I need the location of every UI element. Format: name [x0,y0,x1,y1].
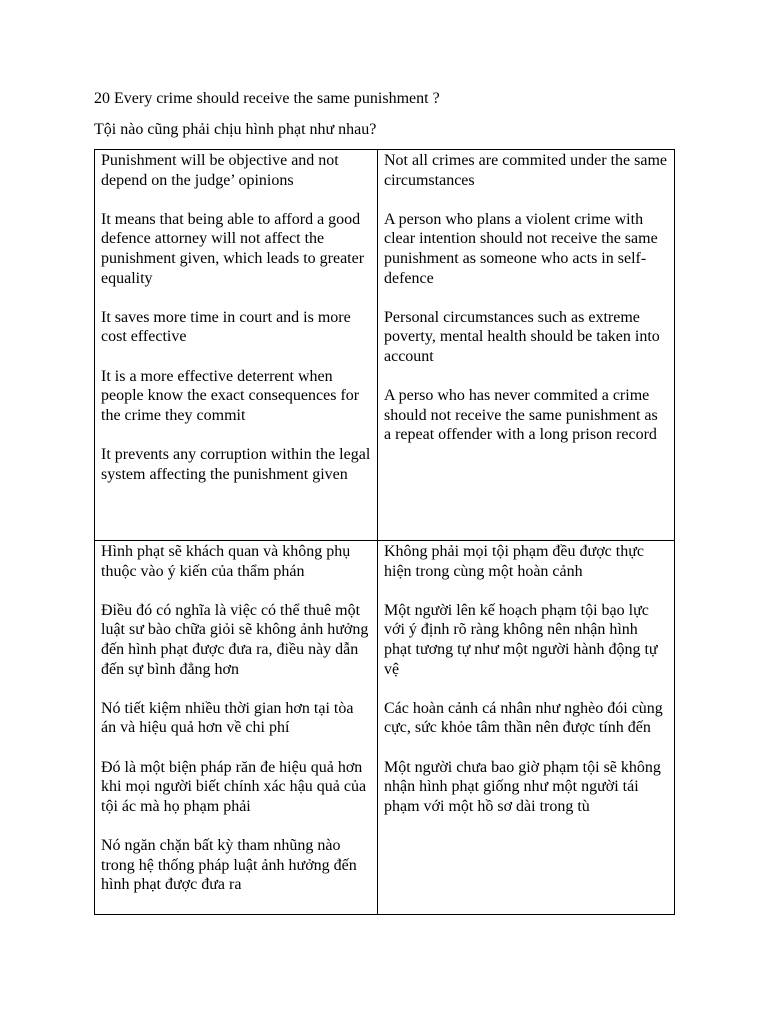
argument-for-vi-4: Đó là một biện pháp răn đe hiệu quả hơn khi mọi người biết chính xác hậu quả của tội ác mà họ phạm phải [101,758,367,815]
argument-against-en-1: Not all crimes are commited under the same circumstances [384,152,668,189]
argument-against-en-3: Personal circumstances such as extreme poverty, mental health should be taken into account [384,308,660,365]
arguments-table [94,149,675,915]
cell-against-english [378,150,675,541]
cell-against-vietnamese [378,541,675,915]
cell-for-english [95,150,378,541]
question-heading-english: 20 Every crime should receive the same punishment ? [94,90,440,107]
table-row-english [95,150,675,541]
argument-against-en-4: A perso who has never commited a crime should not receive the same punishment as a repeat offender with a long prison record [384,387,658,444]
question-heading-vietnamese: Tội nào cũng phải chịu hình phạt như nhau? [94,121,377,138]
argument-against-vi-4: Một người chưa bao giờ phạm tội sẽ không nhận hình phạt giống như một người tái phạm với một hồ sơ dài trong tù [384,758,661,815]
argument-for-vi-2: Điều đó có nghĩa là việc có thể thuê một luật sư bào chữa giỏi sẽ không ảnh hưởng đến hình phạt được đưa ra, điều này dẫn đến sự bình đẳng hơn [101,601,369,678]
argument-for-en-1: Punishment will be objective and not depend on the judge’ opinions [101,152,339,189]
argument-for-en-2: It means that being able to afford a good defence attorney will not affect the punishment given, which leads to greater equality [101,210,365,287]
argument-for-en-3: It saves more time in court and is more cost effective [101,308,351,346]
argument-against-vi-3: Các hoàn cảnh cá nhân như nghèo đói cùng cực, sức khỏe tâm thần nên được tính đến [384,699,663,737]
argument-for-vi-1: Hình phạt sẽ khách quan và không phụ thuộc vào ý kiến của thẩm phán [101,543,351,580]
cell-for-vietnamese [95,541,378,915]
argument-against-en-2: A person who plans a violent crime with clear intention should not receive the same punishment as someone who acts in self-defence [384,210,658,287]
argument-against-vi-2: Một người lên kế hoạch phạm tội bạo lực với ý định rõ ràng không nên nhận hình phạt tương tự như một người hành động tự vệ [384,601,658,678]
argument-for-vi-5: Nó ngăn chặn bất kỳ tham nhũng nào trong hệ thống pháp luật ảnh hưởng đến hình phạt được đưa ra [101,836,357,894]
argument-for-vi-3: Nó tiết kiệm nhiều thời gian hơn tại tòa án và hiệu quả hơn về chi phí [101,699,354,737]
table-row-vietnamese [95,541,675,915]
argument-against-vi-1: Không phải mọi tội phạm đều được thực hiện trong cùng một hoàn cảnh [384,543,644,580]
argument-for-en-5: It prevents any corruption within the legal system affecting the punishment given [101,445,371,483]
argument-for-en-4: It is a more effective deterrent when people know the exact consequences for the crime they commit [101,367,360,424]
